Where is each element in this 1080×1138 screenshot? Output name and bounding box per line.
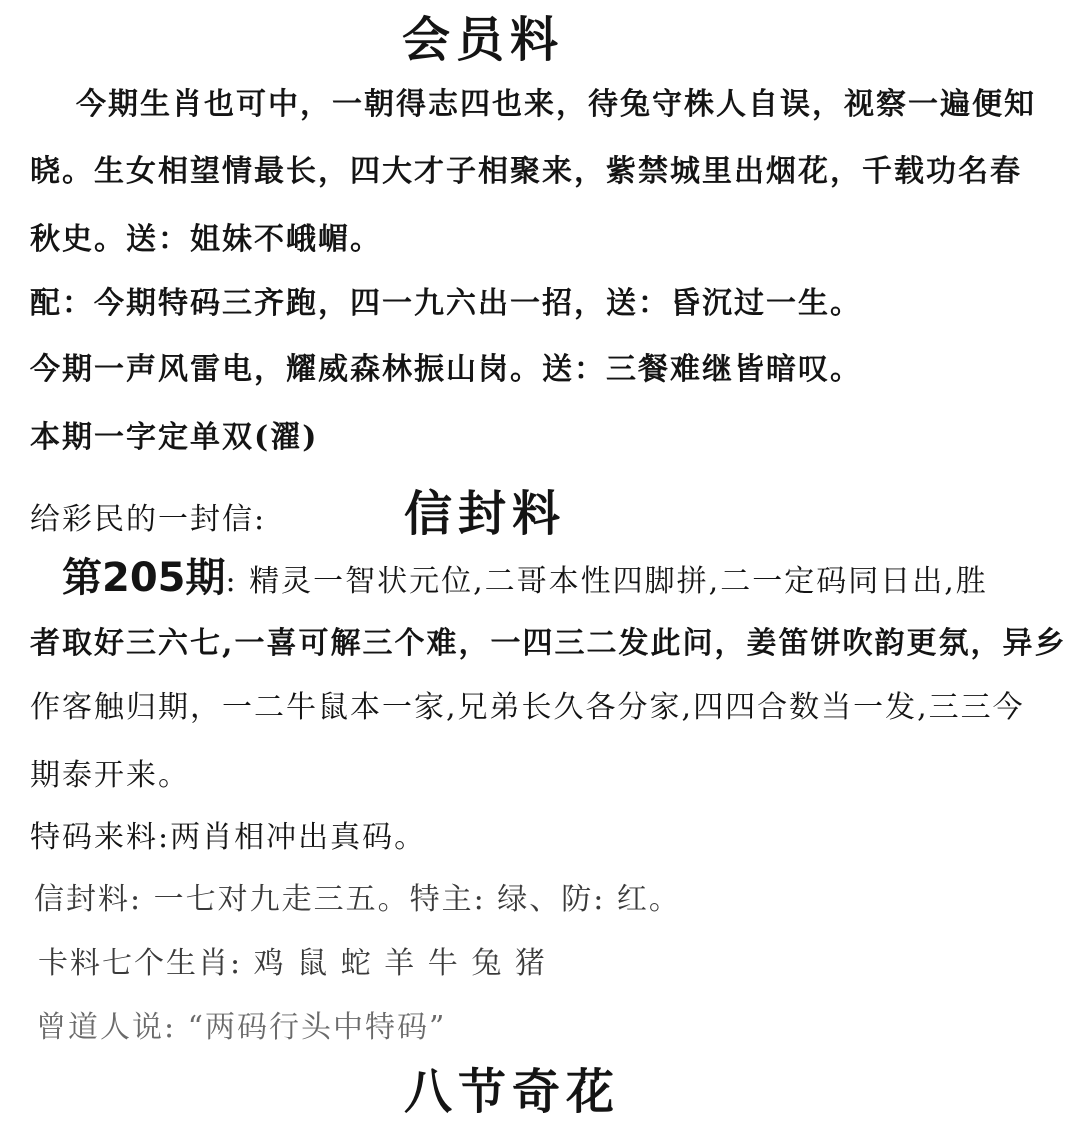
envelope-title: 信封料 bbox=[404, 486, 567, 542]
letter-line-1-text: : 精灵一智状元位,二哥本性四脚拼,二一定码同日出,胜 bbox=[225, 564, 988, 599]
taoist-saying-line: 曾道人说: “两码行头中特码” bbox=[36, 1010, 447, 1045]
letter-line-4: 期泰开来。 bbox=[30, 758, 190, 793]
letter-line-1 bbox=[62, 555, 988, 602]
special-source-line: 特码来料:两肖相冲出真码。 bbox=[30, 820, 427, 855]
seven-zodiacs-line: 卡料七个生肖: 鸡 鼠 蛇 羊 牛 兔 猪 bbox=[38, 946, 547, 981]
member-title: 会员料 bbox=[402, 12, 565, 68]
pair-line: 配：今期特码三齐跑，四一九六出一招，送：昏沉过一生。 bbox=[30, 286, 862, 321]
member-poem-line-3: 秋史。送：姐妹不峨嵋。 bbox=[30, 222, 382, 257]
eight-sections-title: 八节奇花 bbox=[404, 1064, 621, 1120]
envelope-material-line: 信封料: 一七对九走三五。特主: 绿、防: 红。 bbox=[34, 882, 681, 917]
letter-line-2: 者取好三六七,一喜可解三个难，一四三二发此问，姜笛饼吹韵更氛，异乡 bbox=[30, 626, 1067, 661]
member-poem-line-1: 今期生肖也可中，一朝得志四也来，待兔守株人自误，视察一遍便知 bbox=[76, 87, 1036, 122]
issue-label: 第205期 bbox=[62, 555, 226, 601]
thunder-line: 今期一声风雷电，耀威森林振山岗。送：三餐难继皆暗叹。 bbox=[30, 352, 862, 387]
letter-line-3: 作客触归期，一二牛鼠本一家,兄弟长久各分家,四四合数当一发,三三今 bbox=[30, 690, 1025, 725]
odd-even-line: 本期一字定单双(濯) bbox=[30, 420, 319, 455]
member-poem-line-2: 晓。生女相望情最长，四大才子相聚来，紫禁城里出烟花，千载功名春 bbox=[30, 154, 1022, 189]
letter-intro: 给彩民的一封信: bbox=[30, 502, 267, 537]
